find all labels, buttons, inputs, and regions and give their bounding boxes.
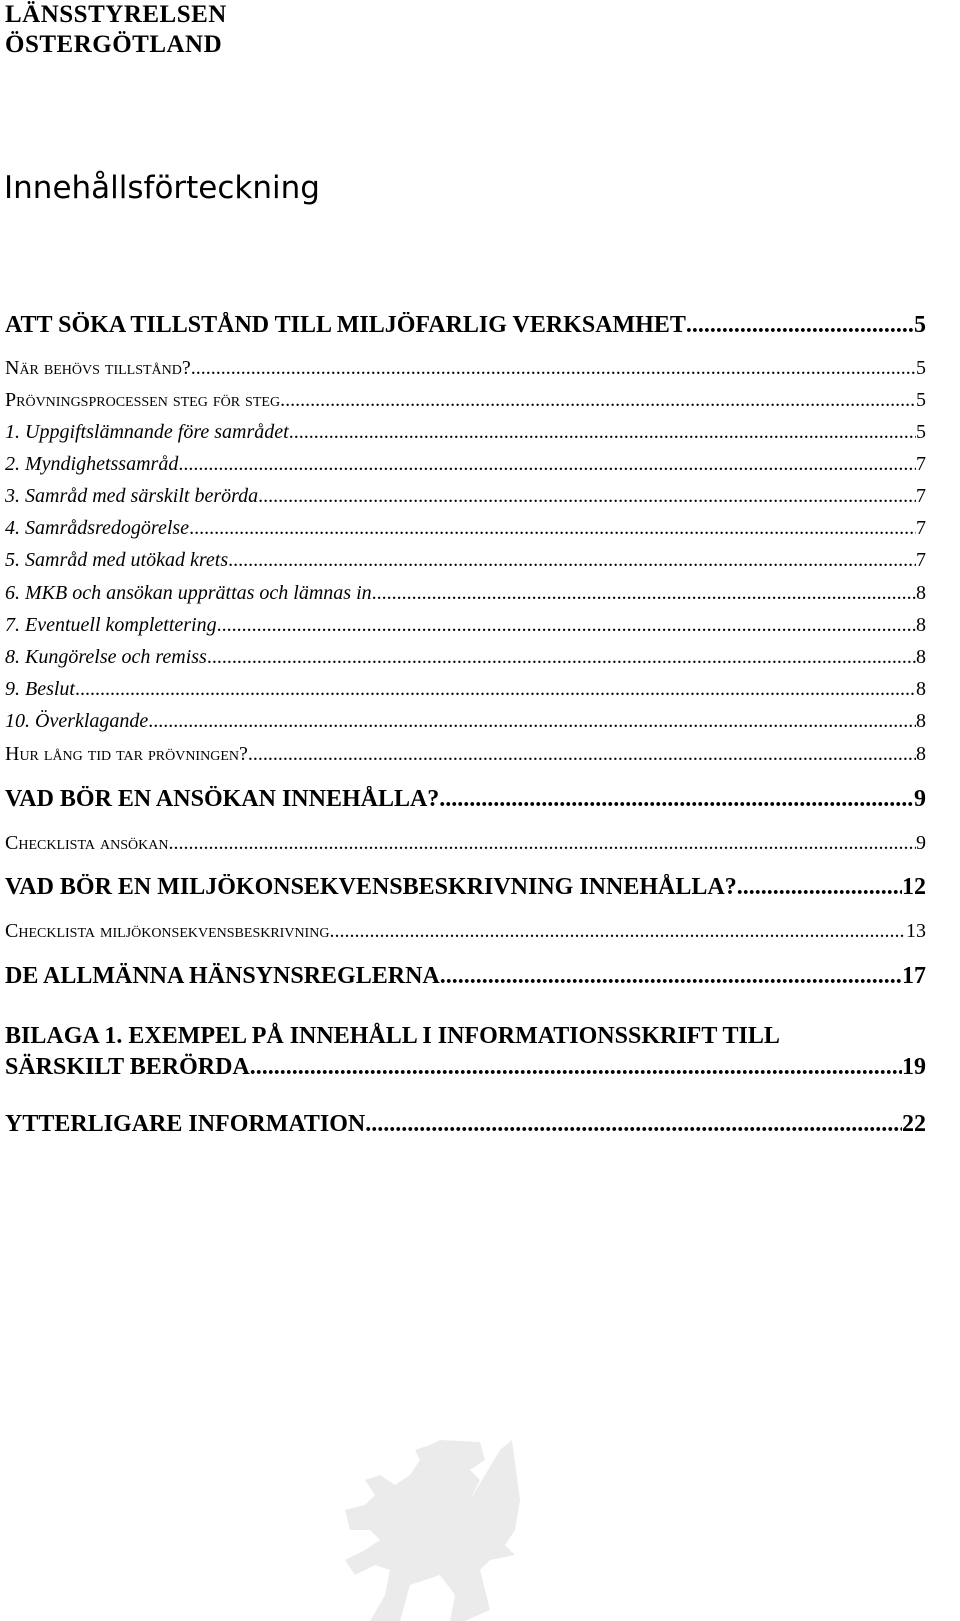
dot-leader <box>289 421 916 444</box>
dot-leader <box>686 312 914 339</box>
toc-entry[interactable] <box>5 453 926 476</box>
toc-entry[interactable] <box>5 421 926 444</box>
toc-entry[interactable] <box>5 832 926 855</box>
toc-entry-title: 4. Samrådsredogörelse <box>5 517 190 539</box>
dot-leader <box>191 357 916 380</box>
toc-page-number: 9 <box>914 786 926 812</box>
toc-entry-title: 8. Kungörelse och remiss <box>5 646 207 668</box>
dot-leader <box>440 963 902 990</box>
toc-entry[interactable] <box>5 517 926 540</box>
toc-entry-title: VAD BÖR EN MILJÖKONSEKVENSBESKRIVNING INNEHÅLLA? <box>5 874 737 900</box>
toc-entry[interactable] <box>5 678 926 701</box>
toc-page-number: 7 <box>916 517 926 539</box>
dot-leader <box>168 832 916 855</box>
toc-entry[interactable] <box>5 874 926 901</box>
dot-leader <box>75 678 916 701</box>
toc-page-number: 5 <box>916 421 926 443</box>
toc-entry[interactable] <box>5 549 926 572</box>
page-title: Innehållsförteckning <box>4 170 320 206</box>
toc-entry[interactable] <box>5 646 926 669</box>
toc-page-number: 5 <box>916 357 926 379</box>
toc-entry-title-line1: BILAGA 1. EXEMPEL PÅ INNEHÅLL I INFORMATIONSSKRIFT TILL <box>5 1023 780 1049</box>
dot-leader <box>248 743 916 766</box>
dot-leader <box>178 453 916 476</box>
toc-entry-title: 3. Samråd med särskilt berörda <box>5 485 259 507</box>
toc-entry-title: 2. Myndighetssamråd <box>5 453 179 475</box>
dot-leader <box>372 582 916 605</box>
toc-entry[interactable] <box>5 1021 926 1083</box>
toc-entry-title: 9. Beslut <box>5 678 75 700</box>
toc-entry[interactable] <box>5 710 926 733</box>
toc-page-number: 8 <box>916 614 926 636</box>
dot-leader <box>329 920 906 943</box>
toc-page-number: 9 <box>916 832 926 854</box>
toc-entry[interactable] <box>5 920 926 943</box>
toc-entry-title: 1. Uppgiftslämnande före samrådet <box>5 421 289 443</box>
org-line-1: LÄNSSTYRELSEN <box>5 1 227 28</box>
toc-page-number: 5 <box>914 312 926 338</box>
toc-page-number: 22 <box>902 1111 926 1137</box>
toc-entry[interactable] <box>5 614 926 637</box>
toc-entry-title: VAD BÖR EN ANSÖKAN INNEHÅLLA? <box>5 786 440 812</box>
toc-entry[interactable] <box>5 312 926 339</box>
dot-leader <box>737 874 902 901</box>
dot-leader <box>365 1111 902 1138</box>
dot-leader <box>148 710 916 733</box>
dot-leader <box>280 389 916 412</box>
dot-leader <box>217 614 916 637</box>
toc-entry[interactable] <box>5 389 926 412</box>
organization-name <box>5 0 227 60</box>
toc-page-number: 5 <box>916 389 926 411</box>
toc-page-number: 7 <box>916 549 926 571</box>
toc-entry-title: SÄRSKILT BERÖRDA <box>5 1054 250 1080</box>
toc-entry-title: 7. Eventuell komplettering <box>5 614 217 636</box>
toc-entry[interactable] <box>5 963 926 990</box>
toc-entry-title: När behövs tillstånd? <box>5 357 191 379</box>
toc-entry[interactable] <box>5 485 926 508</box>
toc-page-number: 8 <box>916 743 926 765</box>
toc-entry-title: 5. Samråd med utökad krets <box>5 549 229 571</box>
toc-page-number: 7 <box>916 485 926 507</box>
toc-entry-title: Checklista miljökonsekvensbeskrivning <box>5 920 330 942</box>
toc-page-number: 8 <box>916 646 926 668</box>
toc-entry-title: 10. Överklagande <box>5 710 149 732</box>
toc-entry-title: DE ALLMÄNNA HÄNSYNSREGLERNA <box>5 963 440 989</box>
toc-entry-title: ATT SÖKA TILLSTÅND TILL MILJÖFARLIG VERKSAMHET <box>5 312 686 338</box>
toc-page-number: 17 <box>902 963 926 989</box>
toc-entry[interactable] <box>5 743 926 766</box>
toc-entry[interactable] <box>5 582 926 605</box>
toc-page-number: 19 <box>902 1054 926 1080</box>
dot-leader <box>250 1052 902 1083</box>
toc-page-number: 13 <box>906 920 926 942</box>
toc-entry-title: YTTERLIGARE INFORMATION <box>5 1111 366 1137</box>
dragon-watermark-icon <box>330 1380 520 1621</box>
toc-page-number: 8 <box>916 678 926 700</box>
toc-page-number: 7 <box>916 453 926 475</box>
org-line-2: ÖSTERGÖTLAND <box>5 31 223 58</box>
toc-page-number: 8 <box>916 582 926 604</box>
dot-leader <box>228 549 916 572</box>
dot-leader <box>189 517 916 540</box>
toc-entry[interactable] <box>5 357 926 380</box>
toc-entry-title: Checklista ansökan <box>5 832 169 854</box>
toc-entry-title: 6. MKB och ansökan upprättas och lämnas in <box>5 582 372 604</box>
toc-page-number: 8 <box>916 710 926 732</box>
toc-entry[interactable] <box>5 1111 926 1138</box>
toc-entry-title: Hur lång tid tar prövningen? <box>5 743 248 765</box>
dot-leader <box>439 786 914 813</box>
toc-entry-title: Prövningsprocessen steg för steg <box>5 389 281 411</box>
toc-entry[interactable] <box>5 786 926 813</box>
dot-leader <box>207 646 916 669</box>
toc-page-number: 12 <box>902 874 926 900</box>
dot-leader <box>258 485 916 508</box>
